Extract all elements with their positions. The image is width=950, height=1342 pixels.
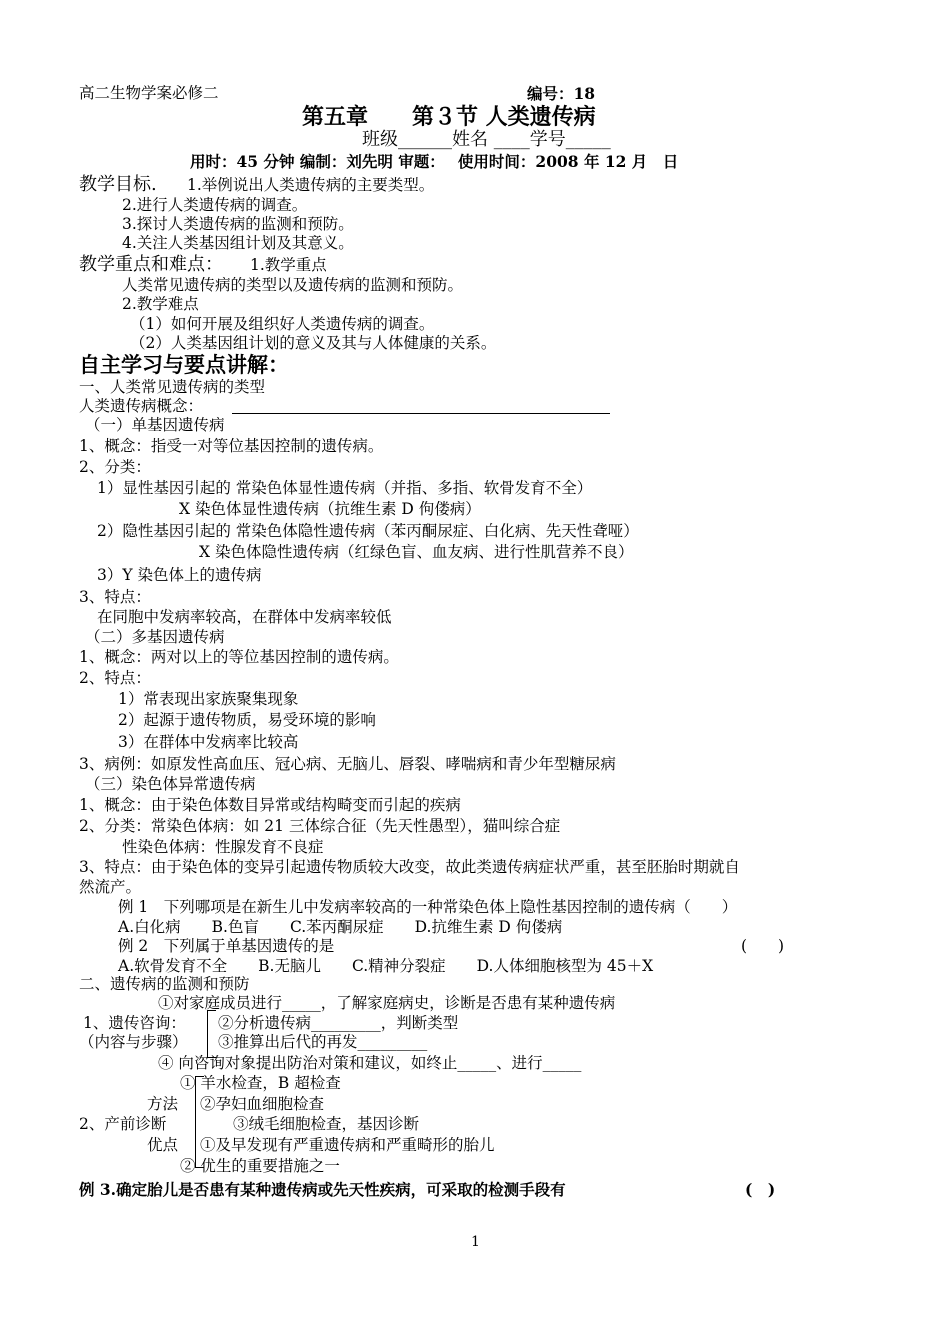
subsection-heading: （二）多基因遗传病 <box>85 628 225 646</box>
keypoint-line: 1.教学重点 <box>250 256 327 274</box>
goals-heading: 教学目标. <box>79 174 157 195</box>
text-line: 1、概念：由于染色体数目异常或结构畸变而引起的疾病 <box>79 796 461 814</box>
text-line: 1、概念：指受一对等位基因控制的遗传病。 <box>79 437 384 455</box>
counsel-step: ④ 向咨询对象提出防治对策和建议，如终止_____、进行_____ <box>158 1054 582 1072</box>
goal-item: 1.举例说出人类遗传病的主要类型。 <box>187 176 435 194</box>
keypoint-line: （1）如何开展及组织好人类遗传病的调查。 <box>130 315 435 333</box>
keypoint-line: （2）人类基因组计划的意义及其与人体健康的关系。 <box>130 334 497 352</box>
goal-item: 3.探讨人类遗传病的监测和预防。 <box>122 215 354 233</box>
goal-item: 2.进行人类遗传病的调查。 <box>122 196 308 214</box>
prenatal-method: ③绒毛细胞检查，基因诊断 <box>233 1115 420 1133</box>
prenatal-advantage: ①及早发现有严重遗传病和严重畸形的胎儿 <box>200 1136 495 1154</box>
meta-row: 用时：45 分钟 编制：刘先明 审题： 使用时间：2008 年 12 月 日 <box>190 152 679 171</box>
example-question: 例 3.确定胎儿是否患有某种遗传病或先天性疾病，可采取的检测手段有 <box>79 1180 566 1199</box>
text-line: 2）隐性基因引起的 常染色体隐性遗传病（苯丙酮尿症、白化病、先天性聋哑） <box>97 522 639 540</box>
answer-paren: ( ) <box>745 1180 776 1199</box>
method-label: 方法 <box>147 1095 179 1113</box>
example-question: 例 1 下列哪项是在新生儿中发病率较高的一种常染色体上隐性基因控制的遗传病（ ） <box>118 898 738 916</box>
prenatal-label: 2、产前诊断 <box>79 1115 167 1133</box>
section-heading: 二、遗传病的监测和预防 <box>79 975 250 993</box>
text-line: 2、特点： <box>79 669 151 687</box>
section-heading: 一、人类常见遗传病的类型 <box>79 378 266 396</box>
text-line: 1）常表现出家族聚集现象 <box>118 690 299 708</box>
text-line: 性染色体病：性腺发育不良症 <box>122 838 324 856</box>
bracket <box>195 1076 204 1168</box>
answer-blank <box>232 413 610 414</box>
answer-paren: ( ) <box>741 937 785 955</box>
text-line: 2、分类： <box>79 458 151 476</box>
example-options: A.白化病 B.色盲 C.苯丙酮尿症 D.抗维生素 D 佝偻病 <box>118 918 563 936</box>
page-number: 1 <box>471 1234 480 1250</box>
text-line: 然流产。 <box>79 878 142 896</box>
keypoints-heading: 教学重点和难点： <box>79 254 223 275</box>
text-line: 3）Y 染色体上的遗传病 <box>97 566 262 584</box>
counsel-step: ①对家庭成员进行_____，了解家庭病史，诊断是否患有某种遗传病 <box>158 994 616 1012</box>
goal-item: 4.关注人类基因组计划及其意义。 <box>122 234 354 252</box>
text-line: 3、病例：如原发性高血压、冠心病、无脑儿、唇裂、哮喘病和青少年型糖尿病 <box>79 755 616 773</box>
example-options: A.软骨发育不全 B.无脑儿 C.精神分裂症 D.人体细胞核型为 45＋X <box>118 957 654 975</box>
student-info-row: 班级______姓名 ____学号_____ <box>362 129 611 150</box>
text-line: 3）在群体中发病率比较高 <box>118 733 299 751</box>
prenatal-method: ②孕妇血细胞检查 <box>200 1095 325 1113</box>
advantage-label: 优点 <box>147 1136 179 1154</box>
text-line: 1）显性基因引起的 常染色体显性遗传病（并指、多指、软骨发育不全） <box>97 479 593 497</box>
text-line: 2、分类：常染色体病：如 21 三体综合征（先天性愚型），猫叫综合症 <box>79 817 561 835</box>
doc-number: 编号：18 <box>527 84 596 103</box>
course-name: 高二生物学案必修二 <box>79 84 219 102</box>
prenatal-method: ① 羊水检查，B 超检查 <box>180 1074 341 1092</box>
subsection-heading: （三）染色体异常遗传病 <box>85 775 256 793</box>
prenatal-advantage: ② 优生的重要措施之一 <box>180 1157 340 1175</box>
study-heading: 自主学习与要点讲解： <box>79 352 289 377</box>
text-line: X 染色体隐性遗传病（红绿色盲、血友病、进行性肌营养不良） <box>199 543 634 561</box>
concept-label: 人类遗传病概念： <box>79 397 204 415</box>
text-line: 1、概念：两对以上的等位基因控制的遗传病。 <box>79 648 399 666</box>
keypoint-line: 2.教学难点 <box>122 295 199 313</box>
bracket <box>207 1010 216 1058</box>
text-line: X 染色体显性遗传病（抗维生素 D 佝偻病） <box>179 500 481 518</box>
example-question: 例 2 下列属于单基因遗传的是 <box>118 937 335 955</box>
subsection-heading: （一）单基因遗传病 <box>85 416 225 434</box>
keypoint-line: 人类常见遗传病的类型以及遗传病的监测和预防。 <box>122 276 464 294</box>
counsel-step: ②分析遗传病_________，判断类型 <box>218 1014 459 1032</box>
counsel-step: ③推算出后代的再发_________ <box>218 1033 428 1051</box>
text-line: 在同胞中发病率较高，在群体中发病率较低 <box>97 608 392 626</box>
counsel-label: 1、遗传咨询： <box>83 1014 186 1032</box>
text-line: 2）起源于遗传物质，易受环境的影响 <box>118 711 376 729</box>
text-line: 3、特点： <box>79 588 151 606</box>
page-title: 第五章 第３节 人类遗传病 <box>302 104 596 130</box>
text-line: 3、特点：由于染色体的变异引起遗传物质较大改变，故此类遗传病症状严重，甚至胚胎时期就自 <box>79 858 740 876</box>
counsel-label-sub: （内容与步骤） <box>79 1033 188 1051</box>
